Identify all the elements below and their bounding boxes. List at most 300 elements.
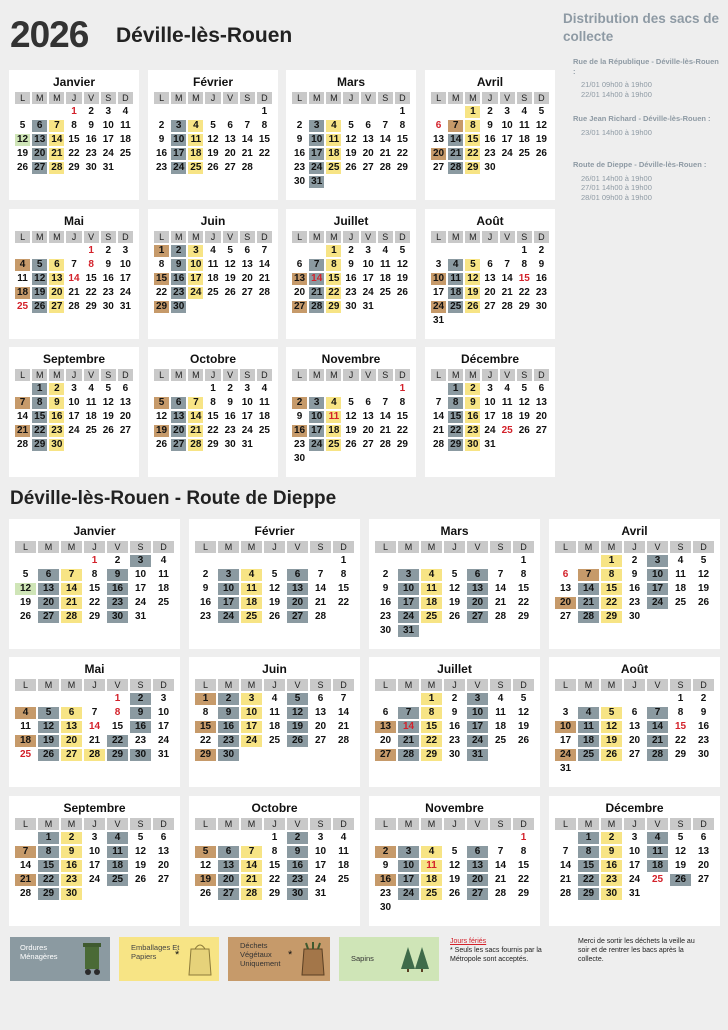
day-cell: 3 [309,120,324,132]
day-cell: 8 [399,397,406,408]
day-cell: 31 [157,749,170,760]
day-cell: 1 [465,106,480,118]
day-cell: 18 [107,860,128,872]
month-name: Octobre [251,801,298,815]
month-novembre [286,347,416,477]
day-cell: 24 [171,162,186,174]
day-cell: 1 [210,383,216,394]
day-cell: 12 [345,134,357,145]
day-cell: 28 [241,162,253,173]
weekday-header: M [398,679,419,691]
weekday-header: V [361,92,376,104]
location-date: 26/01 14h00 à 19h00 [581,173,652,183]
weekday-header: M [218,679,239,691]
weekday-header: D [118,369,133,381]
weekday-header: M [421,541,442,553]
weekday-header: S [670,541,691,553]
day-cell: 26 [345,162,357,173]
day-cell: 11 [495,707,506,718]
day-cell: 22 [88,597,101,608]
day-cell: 2 [382,569,389,580]
weekday-header: L [154,231,169,243]
day-cell: 15 [268,860,281,871]
day-cell: 24 [218,611,239,623]
month-janvier [9,70,139,200]
weekday-header: L [195,818,216,830]
day-cell: 7 [309,259,324,271]
day-cell: 24 [241,425,253,436]
day-cell: 26 [224,287,236,298]
weekday-header: S [670,679,691,691]
day-cell: 12 [15,134,30,146]
day-cell: 1 [271,832,278,843]
day-cell: 13 [467,583,488,595]
day-cell: 21 [578,597,599,609]
day-cell: 23 [287,874,308,886]
day-cell: 15 [517,860,530,871]
day-cell: 17 [218,597,239,609]
day-cell: 23 [171,287,186,299]
day-cell: 2 [296,120,303,131]
day-cell: 28 [84,749,105,761]
day-cell: 5 [601,707,622,719]
day-cell: 23 [294,162,306,173]
day-cell: 14 [314,583,327,594]
day-cell: 18 [157,583,170,594]
day-cell: 1 [520,555,527,566]
day-cell: 14 [337,707,350,718]
day-cell: 21 [314,597,327,608]
weekday-header: M [32,231,47,243]
day-cell: 29 [518,301,530,312]
weekday-header: J [264,679,285,691]
day-cell: 17 [484,411,496,422]
day-cell: 30 [287,888,308,900]
day-cell: 8 [421,707,442,719]
day-cell: 26 [535,148,547,159]
day-cell: 8 [261,120,268,131]
month-name: Mars [336,75,365,89]
weekday-header: L [292,369,307,381]
day-cell: 19 [345,425,357,436]
day-cell: 25 [17,301,29,312]
day-cell: 3 [171,120,186,132]
day-cell: 25 [674,597,687,608]
day-cell: 28 [578,611,599,623]
day-cell: 23 [199,611,212,622]
day-cell: 23 [61,874,82,886]
day-cell: 22 [38,874,59,886]
day-cell: 4 [497,693,504,704]
day-cell: 7 [398,707,419,719]
day-cell: 25 [326,162,341,174]
month-janvier [9,519,180,649]
day-cell: 9 [451,707,458,718]
day-cell: 27 [535,425,547,436]
day-cell: 18 [15,735,36,747]
day-cell: 18 [85,411,97,422]
day-cell: 30 [345,301,357,312]
day-cell: 4 [448,259,463,271]
day-cell: 26 [102,425,114,436]
weekday-header: M [309,92,324,104]
day-cell: 5 [19,120,26,131]
day-cell: 31 [241,439,253,450]
day-cell: 8 [326,259,341,271]
legend-sapins-label: Sapins [351,954,374,963]
day-cell: 14 [494,583,507,594]
day-cell: 19 [102,411,114,422]
day-cell: 11 [158,569,169,580]
day-cell: 15 [68,134,80,145]
day-cell: 14 [559,860,572,871]
day-cell: 9 [465,397,480,409]
weekday-header: J [482,369,497,381]
day-cell: 27 [49,301,64,313]
day-cell: 24 [555,749,576,761]
weekday-header: J [84,541,105,553]
day-cell: 6 [227,120,233,131]
day-cell: 2 [218,693,239,705]
day-cell: 17 [309,148,324,160]
day-cell: 11 [379,259,391,270]
day-cell: 21 [448,148,463,160]
day-cell: 11 [326,134,341,146]
day-cell: 28 [337,735,350,746]
day-cell: 28 [647,749,668,761]
day-cell: 6 [365,120,371,131]
day-cell: 22 [421,735,442,747]
day-cell: 26 [697,597,710,608]
day-cell: 23 [49,425,64,437]
day-cell: 2 [202,569,209,580]
day-cell: 14 [88,721,101,732]
day-cell: 19 [697,583,710,594]
month-mars [369,519,540,649]
weekday-header: M [578,679,599,691]
month-name: Octobre [189,352,236,366]
day-cell: 13 [38,583,59,595]
month-name: Février [254,524,295,538]
day-cell: 19 [601,735,622,747]
day-cell: 12 [674,846,687,857]
day-cell: 6 [38,569,59,581]
month-name: Juin [200,214,226,228]
day-cell: 29 [268,888,281,899]
day-cell: 29 [195,749,216,761]
day-cell: 23 [697,735,710,746]
day-cell: 5 [451,846,458,857]
day-cell: 11 [85,397,97,408]
day-cell: 27 [467,888,488,900]
weekday-header: L [431,92,446,104]
day-cell: 5 [451,569,458,580]
day-cell: 3 [91,832,98,843]
month-juin [189,657,360,787]
month-name: Avril [476,75,504,89]
day-cell: 7 [382,120,389,131]
day-cell: 22 [517,597,530,608]
day-cell: 26 [448,888,461,899]
day-cell: 28 [68,301,80,312]
day-cell: 27 [362,162,374,173]
day-cell: 29 [517,611,530,622]
day-cell: 7 [15,397,30,409]
day-cell: 14 [68,273,80,284]
day-cell: 10 [431,273,446,285]
day-cell: 30 [379,902,392,913]
day-cell: 5 [521,383,528,394]
day-cell: 5 [210,120,216,131]
day-cell: 16 [61,860,82,872]
day-cell: 2 [158,120,165,131]
day-cell: 8 [601,569,622,581]
weekday-header: L [431,369,446,381]
day-cell: 24 [647,597,668,609]
weekday-header: D [534,369,549,381]
day-cell: 17 [119,273,131,284]
day-cell: 12 [268,583,281,594]
day-cell: 1 [88,245,94,256]
day-cell: 3 [309,397,324,409]
day-cell: 29 [396,162,408,173]
day-cell: 9 [105,259,112,270]
day-cell: 28 [17,439,29,450]
day-cell: 14 [433,411,445,422]
weekday-header: D [153,679,174,691]
day-cell: 4 [521,106,528,117]
day-cell: 27 [38,611,59,623]
day-cell: 27 [314,735,327,746]
location-name: Route de Dieppe - Déville-lès-Rouen : [573,160,707,169]
weekday-header: S [130,541,151,553]
day-cell: 14 [448,134,463,146]
day-cell: 11 [20,721,31,732]
day-cell: 26 [670,874,691,886]
weekday-header: S [240,369,255,381]
day-cell: 21 [309,287,324,299]
day-cell: 11 [421,583,442,595]
day-cell: 10 [88,846,101,857]
day-cell: 25 [379,287,391,298]
weekday-header: M [326,231,341,243]
day-cell: 9 [49,397,64,409]
day-cell: 11 [326,411,341,423]
day-cell: 21 [337,721,350,732]
day-cell: 10 [218,583,239,595]
day-cell: 22 [326,287,341,299]
weekday-header: M [241,679,262,691]
day-cell: 26 [517,735,530,746]
day-cell: 25 [119,148,131,159]
weekday-header: D [153,541,174,553]
day-cell: 15 [517,583,530,594]
day-cell: 1 [154,245,169,257]
day-cell: 9 [287,846,308,858]
day-cell: 19 [32,287,47,299]
day-cell: 27 [61,749,82,761]
day-cell: 13 [559,583,572,594]
day-cell: 10 [628,846,641,857]
day-cell: 27 [484,301,496,312]
day-cell: 19 [134,860,147,871]
day-cell: 21 [258,273,270,284]
weekday-header: M [241,541,262,553]
day-cell: 15 [421,721,442,733]
day-cell: 16 [535,273,547,284]
weekday-header: S [310,541,331,553]
day-cell: 13 [61,721,82,733]
day-cell: 10 [484,397,496,408]
day-cell: 9 [130,707,151,719]
day-cell: 3 [647,555,668,567]
day-cell: 16 [601,860,622,872]
day-cell: 6 [435,120,442,131]
day-cell: 31 [484,439,496,450]
day-cell: 21 [49,148,64,160]
day-cell: 10 [134,569,147,580]
weekday-header: M [49,231,64,243]
day-cell: 23 [107,597,128,609]
day-cell: 19 [345,148,357,159]
weekday-header: S [517,369,532,381]
weekday-header: V [84,369,99,381]
weekday-header: M [49,92,64,104]
day-cell: 14 [501,273,513,284]
day-cell: 29 [207,439,219,450]
month-août [425,209,555,339]
day-cell: 26 [17,162,29,173]
day-cell: 12 [199,860,212,871]
day-cell: 29 [107,749,128,761]
weekday-header: M [398,541,419,553]
weekday-header: L [15,818,36,830]
day-cell: 14 [61,583,82,595]
day-cell: 25 [448,301,463,313]
weekday-header: L [195,679,216,691]
day-cell: 14 [379,411,391,422]
day-cell: 24 [398,611,419,623]
day-cell: 18 [241,597,262,609]
day-cell: 3 [160,693,167,704]
day-cell: 19 [287,721,308,733]
month-name: Mars [440,524,469,538]
day-cell: 14 [578,583,599,595]
day-cell: 4 [382,245,389,256]
day-cell: 29 [421,749,442,761]
fir-tree-icon [399,945,431,975]
month-mai [9,657,180,787]
day-cell: 5 [287,693,308,705]
month-name: Avril [621,524,648,538]
location-date: 21/01 09h00 à 19h00 [581,80,652,89]
month-name: Décembre [605,801,664,815]
day-cell: 22 [601,597,622,609]
weekday-header: M [465,369,480,381]
day-cell: 15 [207,411,219,422]
day-cell: 7 [448,120,463,132]
weekday-header: V [467,541,488,553]
weekday-header: D [693,541,714,553]
day-cell: 26 [396,287,408,298]
day-cell: 23 [156,162,168,173]
day-cell: 12 [448,583,461,594]
day-cell: 22 [578,874,599,886]
day-cell: 6 [160,832,167,843]
day-cell: 6 [61,707,82,719]
day-cell: 16 [287,860,308,872]
day-cell: 17 [309,425,324,437]
day-cell: 18 [518,134,530,145]
day-cell: 15 [578,860,599,872]
day-cell: 17 [134,583,147,594]
day-cell: 15 [32,411,47,423]
weekday-header: M [326,369,341,381]
day-cell: 2 [49,383,64,395]
weekday-header: V [107,541,128,553]
day-cell: 27 [362,439,374,450]
day-cell: 16 [448,721,461,732]
day-cell: 26 [199,888,212,899]
day-cell: 20 [171,425,186,437]
distribution-location [573,57,723,99]
day-cell: 7 [382,397,389,408]
weekday-header: V [107,818,128,830]
weekday-header: V [647,818,668,830]
day-cell: 8 [520,846,527,857]
day-cell: 16 [85,134,97,145]
day-cell: 7 [340,693,347,704]
day-cell: 29 [85,301,97,312]
day-cell: 20 [467,597,488,609]
day-cell: 18 [379,273,391,284]
day-cell: 1 [601,555,622,567]
weekday-header: M [578,541,599,553]
month-name: Septembre [63,801,126,815]
day-cell: 30 [61,888,82,900]
month-juillet [369,657,540,787]
day-cell: 26 [19,611,32,622]
day-cell: 24 [88,874,101,885]
weekday-header: S [130,679,151,691]
weekday-header: M [465,92,480,104]
weekday-header: D [395,231,410,243]
day-cell: 4 [326,120,341,132]
weekday-header: S [378,231,393,243]
legend-sapins [339,937,439,981]
weekday-header: D [333,679,354,691]
day-cell: 15 [85,273,97,284]
month-name: Juin [262,662,287,676]
weekday-header: V [84,231,99,243]
day-cell: 20 [294,287,306,298]
weekday-header: S [517,231,532,243]
day-cell: 25 [337,874,350,885]
day-cell: 12 [518,397,530,408]
weekday-header: L [15,369,30,381]
day-cell: 18 [578,735,599,747]
day-cell: 28 [448,162,463,174]
day-cell: 21 [559,874,572,885]
day-cell: 6 [244,245,251,256]
month-février [148,70,278,200]
day-cell: 15 [326,273,341,285]
yellow-bag-icon [187,941,213,979]
day-cell: 17 [433,287,445,298]
day-cell: 16 [628,583,641,594]
location-name: Rue Jean Richard - Déville-lès-Rouen : [573,114,711,123]
day-cell: 25 [421,611,442,623]
